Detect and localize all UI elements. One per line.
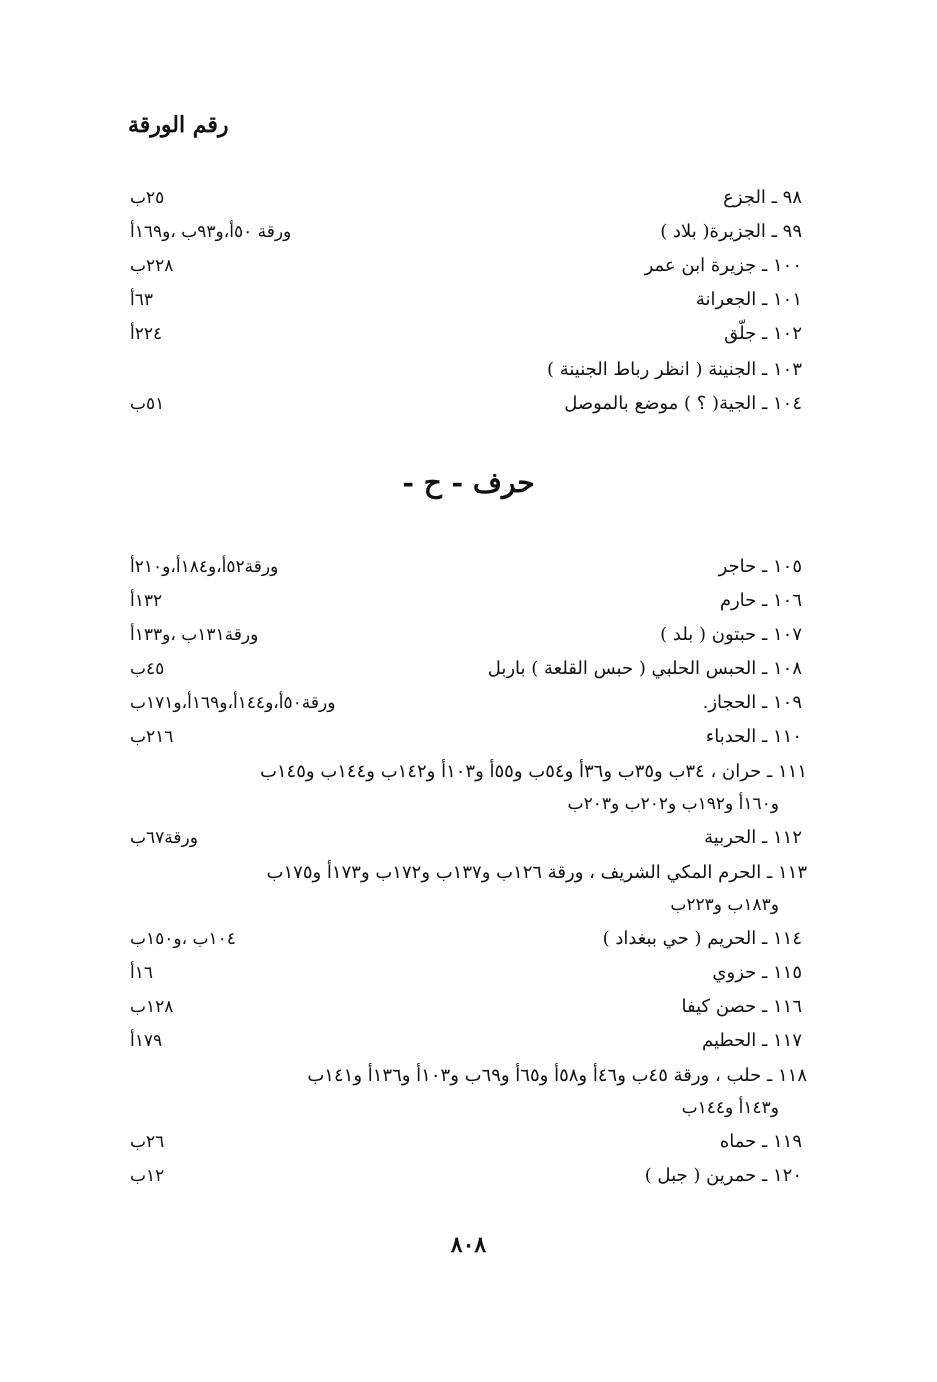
entry-98-text: ٩٨ ـ الجزع xyxy=(723,187,802,208)
entry-116-text: ١١٦ ـ حصن كيفا xyxy=(681,996,802,1017)
entry-109-ref: ورقة٥٠أ،و١٤٤أ،و١٦٩أ،و١٧١ب xyxy=(130,693,336,713)
entry-101-text: ١٠١ ـ الجعرانة xyxy=(695,289,802,310)
entry-110-ref: ٢١٦ب xyxy=(130,727,174,747)
entry-104-text: ١٠٤ ـ الجية( ؟ ) موضع بالموصل xyxy=(564,393,802,414)
entry-114-ref: ١٠٤ب ،و١٥٠ب xyxy=(130,929,236,949)
entry-114-text: ١١٤ ـ الحريم ( حي ببغداد ) xyxy=(602,928,802,949)
entry-118-text: ١١٨ ـ حلب ، ورقة ٤٥ب و٤٦أ و٥٨أ و٦٥أ و٦٩ب و١٠٣أ و١٣٦أ و١٤١ب xyxy=(307,1065,807,1086)
section-title-letter-ha: حرف - ح - xyxy=(402,466,535,499)
entry-113-continuation: و١٨٣ب و٢٢٣ب xyxy=(670,895,779,915)
entry-111-text: ١١١ ـ حران ، ٣٤ب و٣٥ب و٣٦أ و٥٤ب و٥٥أ و١٠٣أ و١٤٢ب و١٤٤ب و١٤٥ب xyxy=(259,761,807,782)
entry-117-ref: ١٧٩أ xyxy=(130,1031,163,1051)
entry-117-text: ١١٧ ـ الحطيم xyxy=(701,1030,802,1051)
entry-98-ref: ٢٥ب xyxy=(130,188,165,208)
entry-115-text: ١١٥ ـ حزوي xyxy=(712,962,802,983)
entry-108-ref: ٤٥ب xyxy=(130,659,165,679)
entry-106-text: ١٠٦ ـ حارم xyxy=(719,590,802,611)
entry-100-text: ١٠٠ ـ جزيرة ابن عمر xyxy=(644,255,802,276)
entry-107-ref: ورقة١٣١ب ،و١٣٣أ xyxy=(130,625,259,645)
entry-119-text: ١١٩ ـ حماه xyxy=(719,1131,802,1152)
entry-99-ref: ورقة ٥٠أ،و٩٣ب ،و١٦٩أ xyxy=(130,222,292,242)
entry-105-text: ١٠٥ ـ حاجر xyxy=(718,556,802,577)
entry-100-ref: ٢٢٨ب xyxy=(130,256,174,276)
entry-111-continuation: و١٦٠أ و١٩٢ب و٢٠٢ب و٢٠٣ب xyxy=(567,794,779,814)
entry-101-ref: ٦٣أ xyxy=(130,290,153,310)
entry-108-text: ١٠٨ ـ الحبس الحلبي ( حبس القلعة ) باربل xyxy=(487,658,802,679)
entry-120-text: ١٢٠ ـ حمرين ( جبل ) xyxy=(644,1165,802,1186)
entry-103-text: ١٠٣ ـ الجنينة ( انظر رباط الجنينة ) xyxy=(546,359,802,380)
entry-113-text: ١١٣ ـ الحرم المكي الشريف ، ورقة ١٢٦ب و١٣٧ب و١٧٢ب و١٧٣أ و١٧٥ب xyxy=(266,862,807,883)
entry-99-text: ٩٩ ـ الجزيرة( بلاد ) xyxy=(660,221,802,242)
entry-112-ref: ورقة٦٧ب xyxy=(130,828,198,848)
entry-118-continuation: و١٤٣أ و١٤٤ب xyxy=(681,1098,779,1118)
entry-112-text: ١١٢ ـ الحربية xyxy=(704,827,802,848)
entry-102-text: ١٠٢ ـ جلّق xyxy=(724,323,802,344)
entry-107-text: ١٠٧ ـ حبتون ( بلد ) xyxy=(660,624,802,645)
entry-104-ref: ٥١ب xyxy=(130,394,165,414)
column-header-sheet-number: رقم الورقة xyxy=(128,112,229,138)
entry-120-ref: ١٢ب xyxy=(130,1166,165,1186)
entry-109-text: ١٠٩ ـ الحجاز. xyxy=(702,692,802,713)
entry-119-ref: ٢٦ب xyxy=(130,1132,165,1152)
page-number: ٨٠٨ xyxy=(450,1232,487,1258)
entry-106-ref: ١٣٢أ xyxy=(130,591,163,611)
entry-115-ref: ١٦أ xyxy=(130,963,153,983)
entry-110-text: ١١٠ ـ الحدباء xyxy=(705,726,802,747)
entry-105-ref: ورقة٥٢أ،و١٨٤أ،و٢١٠أ xyxy=(130,557,279,577)
entry-102-ref: ٢٢٤أ xyxy=(130,324,163,344)
entry-116-ref: ١٢٨ب xyxy=(130,997,174,1017)
